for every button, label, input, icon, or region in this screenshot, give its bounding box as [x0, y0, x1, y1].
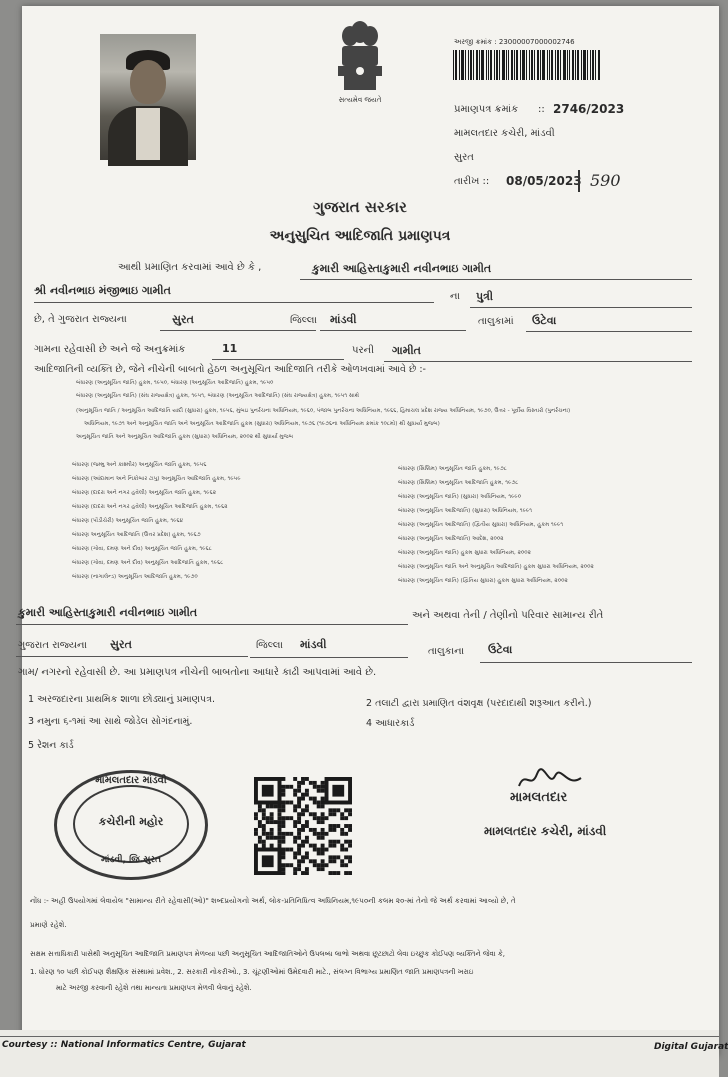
section2-taluka: માંડવી [300, 638, 327, 651]
section2-village: ઉટેવા [488, 643, 513, 656]
serial-number: 11 [222, 342, 238, 355]
district-name: સુરત [172, 313, 194, 326]
seal-bottom-text: માંડવી, જિ.સુરત [100, 855, 162, 865]
order-right: બંધારણ (સિક્કિમ) અનુસૂચિત આદિજાતિ હુકમ, ૧૯૭૮ [398, 480, 519, 486]
order-line: અનુસૂચિત જાતિ અને અનુસૂચિત આદિજાતિ હુકમ (સુધારા) અધિનિયમ, ૨૦૦૨ થી સુધાર્યા મુજબ [76, 434, 294, 440]
taluka-name: માંડવી [330, 313, 357, 326]
document-item: 3 નમુના ૬-૧માં આ સાથે જોડેલ સોગંદનામું. [28, 716, 193, 727]
note-2: સક્ષમ સત્તાધિકારી પાસેથી અનુસૂચિત આદિજાતિ પ્રમાણપત્ર મેળવ્યા પછી અનુસૂચિત આદિજાતિઓને ઉપલબ્ધ લાભો અથવા છૂટછાટો લેવા ઇચ્છુક કોઈપણ વ્યક્તિને જેવા કે, [30, 950, 505, 958]
order-line: અધિનિયમ, ૧૯૭૧ અને અનુસૂચિત જાતિ અને અનુસૂચિત આદિજાતિ હુકમ (સુધારા) અધિનિયમ, ૧૯૭૬ (૧૯૭૬ના અધિનિયમ ક્રમાંક ૧૦૮મો) થી સુધાર્યા મુજબ) [84, 421, 440, 427]
order-left: બંધારણ (નાગાલેન્ડ) અનુસૂચિત આદિજાતિ હુકમ, ૧૯૭૦ [72, 574, 198, 580]
order-left: બંધારણ (આંદામાન અને નિકોબાર ટાપુ) અનુસૂચિત આદિજાતિ હુકમ, ૧૯૫૯ [72, 476, 241, 482]
application-number: અરજી ક્રમાંક : 23000007000002746 [454, 38, 575, 46]
handwritten-number: 590 [590, 171, 621, 190]
applicant-photo [100, 34, 196, 160]
applicant-name: કુમારી આહિસ્તાકુમારી નવીનભાઇ ગામીત [312, 262, 492, 275]
district-label: જિલ્લા [290, 315, 317, 326]
courtesy-text: Courtesy :: National Informatics Centre, Gujarat [2, 1040, 246, 1050]
order-right: બંધારણ (અનુસૂચિત આદિજાતિ) (સુધારા) અધિનિયમ, ૧૯૯૧ [398, 508, 532, 514]
section2-taluka-label: તાલુકાના [428, 646, 465, 657]
order-right: બંધારણ (અનુસૂચિત જાતિ) (દ્વિતિય સુધારા) હુકમ સુધારા અધિનિયમ, ૨૦૦૨ [398, 578, 568, 584]
order-left: બંધારણ (પોંડીચેરી) અનુસૂચિત જાતિ હુકમ, ૧૯૬૪ [72, 518, 184, 524]
order-line: (અનુસૂચિત જાતિ / અનુસૂચિત આદિજાતિ યાદી (સુધારા) હુકમ, ૧૯૫૬, મુંબઇ પુનર્રચના અધિનિયમ, ૧૯૬૦, પંજાબ પુનર્રચના અધિનિયમ, ૧૯૬૬, હિમાચલ પ્રદેશ રાજ્ય અધિનિયમ, ૧૯૭૦, ઉત્તર - પૂર્વીય વિસ્તારો (પુનર્રચના) [76, 408, 571, 414]
order-left: બંધારણ અનુસૂચિત આદિજાતિ (ઉત્તર પ્રદેશ) હુકમ, ૧૯૬૭ [72, 532, 201, 538]
document-item: 1 અરજદારના પ્રાથમિક શાળા છોડ્યાનું પ્રમાણપત્ર. [28, 694, 215, 705]
note-3b: માટે અરજી કરવાની રહેશે તથા માન્યતા પ્રમાણપત્ર મેળવી લેવાનું રહેશે. [56, 984, 252, 992]
national-emblem-icon [330, 18, 390, 96]
caste-name: ગામીત [392, 344, 421, 357]
signatory-office: મામલતદાર કચેરી, માંડવી [484, 824, 607, 838]
family-text: અને અથવા તેની / તેણીનો પરિવાર સામાન્ય રીતે [412, 610, 604, 621]
seal-center-text: કચેરીની મહોર [98, 815, 164, 828]
note-3: 1. ધોરણ ૧૦ પછી કોઈપણ શૈક્ષણિક સંસ્થામાં પ્રવેશ., 2. સરકારી નોકરીઓ., 3. ચૂંટણીઓમાં ઉમેદવારી માટે., સંલગ્ન વિભાગ્ય પ્રમાણિત જાતિ પ્રમાણપત્રની ખરાઇ [30, 968, 474, 976]
section2-state: ગુજરાત રાજ્યના [18, 640, 87, 651]
section2-district-label: જિલ્લા [256, 640, 283, 651]
barcode [452, 50, 602, 80]
section2-name: કુમારી આહિસ્તાકુમારી નવીનભાઇ ગામીત [18, 606, 198, 619]
order-line: બંધારણ (અનુસૂચિત જાતિ) હુકમ, ૧૯૫૦, બંધારણ (અનુસૂચિત આદિજાતિ) હુકમ, ૧૯૫૦ [76, 380, 274, 386]
certify-text: આથી પ્રમાણિત કરવામાં આવે છે કે , [118, 262, 262, 273]
order-right: બંધારણ (અનુસૂચિત જાતિ) (સુધારા) અધિનિયમ, ૧૯૯૦ [398, 494, 522, 500]
order-left: બંધારણ (ગોવા, દમણ અને દીવ) અનુસૂચિત આદિજાતિ હુકમ, ૧૯૬૮ [72, 560, 224, 566]
certificate-title: અનુસુચિત આદિજાતિ પ્રમાણપત્ર [269, 228, 451, 244]
note-1b: પ્રમાણે રહેશે. [30, 920, 67, 929]
order-left: બંધારણ (દાદરા અને નગર હવેલી) અનુસૂચિત જાતિ હુકમ, ૧૯૬૨ [72, 490, 217, 496]
tribe-text: આદિજાતિની વ્યક્તિ છે, જેને નીચેની બાબતો હેઠળ અનુસૂચિત આદિજાતિ તરીકે ઓળખવામાં આવે છે :- [34, 364, 426, 375]
order-left: બંધારણ (ગોવા, દમણ અને દીવ) અનુસૂચિત જાતિ હુકમ, ૧૯૬૮ [72, 546, 212, 552]
order-right: બંધારણ (સિક્કિમ) અનુસૂચિત જાતિ હુકમ, ૧૯૭૮ [398, 466, 507, 472]
page-label: પરની [352, 345, 374, 356]
document-item: 2 તલાટી દ્વારા પ્રમાણિત વંશવૃક્ષ (પરદાદાથી શરૂઆત કરીને.) [366, 698, 592, 709]
order-left: બંધારણ (જમ્મુ અને કાશ્મીર) અનુસૂચિત જાતિ હુકમ, ૧૯૫૬ [72, 462, 207, 468]
order-right: બંધારણ (અનુસૂચિત જાતિ અને અનુસૂચિત આદિજાતિ) હુકમ સુધારા અધિનિયમ, ૨૦૦૨ [398, 564, 594, 570]
order-right: બંધારણ (અનુસૂચિત જાતિ) હુકમ સુધારા અધિનિયમ, ૨૦૦૨ [398, 550, 531, 556]
state-label: છે, તે ગુજરાત રાજ્યના [34, 314, 127, 325]
footer-strip [0, 1030, 728, 1077]
office-seal [54, 770, 208, 880]
date-label: તારીખ :: [454, 176, 490, 187]
relation: પુત્રી [476, 290, 494, 303]
document-item: 4 આધારકાર્ડ [366, 718, 415, 729]
na-label: ના [450, 291, 460, 302]
cert-no-label: પ્રમાણપત્ર ક્રમાંક [454, 104, 519, 115]
order-right: બંધારણ (અનુસૂચિત આદિજાતિ) (દ્વિતીય સુધારા) અધિનિયમ, હુકમ ૧૯૯૧ [398, 522, 564, 528]
handwritten-divider [578, 170, 580, 192]
government-title: ગુજરાત સરકાર [313, 198, 407, 216]
order-right: બંધારણ (અનુસૂચિત આદિજાતિ) આદેશ, ૨૦૦૨ [398, 536, 504, 542]
issue-date: 08/05/2023 [506, 174, 582, 188]
emblem-motto: સત્યમેવ જયતે [338, 96, 382, 104]
issuing-office: મામલતદાર કચેરી, માંડવી [454, 128, 555, 139]
basis-text: ગામ/ નગરનો રહેવાસી છે. આ પ્રમાણપત્ર નીચેની બાબતોના આધારે કાઢી આપવામાં આવે છે. [18, 667, 377, 678]
note-1: નોંધ :- અહી ઉપયોગમાં લેવાયેલ "સામાન્ય રીતે રહેવાસી(ઓ)" શબ્દપ્રયોગનો અર્થ, લોક-પ્રતિનિધિત્વ અધિનિયમ,૧૯૫૦ની કલમ ૨૦-માં તેનો જે અર્થ કરવામાં આવ્યો છે, તે [30, 896, 516, 905]
section2-district: સુરત [110, 638, 132, 651]
cert-number: 2746/2023 [553, 102, 625, 116]
taluka-label: તાલુકામાં [478, 316, 514, 327]
seal-top-text: મામલતદાર માંડવી [95, 775, 167, 786]
village-name: ઉટેવા [532, 314, 557, 327]
document-item: 5 રેશન કાર્ડ [28, 740, 74, 751]
qr-code [254, 776, 352, 876]
issuing-district: સુરત [454, 152, 474, 163]
cert-no-sep: :: [538, 104, 545, 115]
order-line: બંધારણ (અનુસૂચિત જાતિ) (સંઘ રાજ્યક્ષેત્ર) હુકમ, ૧૯૫૧, બંધારણ (અનુસૂચિત આદિજાતિ) (સંઘ રાજ્યક્ષેત્ર) હુકમ, ૧૯૫૧ સાથે [76, 393, 360, 399]
order-left: બંધારણ (દાદરા અને નગર હવેલી) અનુસૂચિત આદિજાતિ હુકમ, ૧૯૬૨ [72, 504, 228, 510]
resident-text: ગામના રહેવાસી છે અને જે અનુક્રમાંક [34, 344, 186, 355]
father-name: શ્રી નવીનભાઇ મંજીભાઇ ગામીત [34, 284, 171, 297]
footer-brand: Digital Gujarat [654, 1042, 728, 1052]
signatory-title: મામલતદાર [510, 790, 568, 805]
